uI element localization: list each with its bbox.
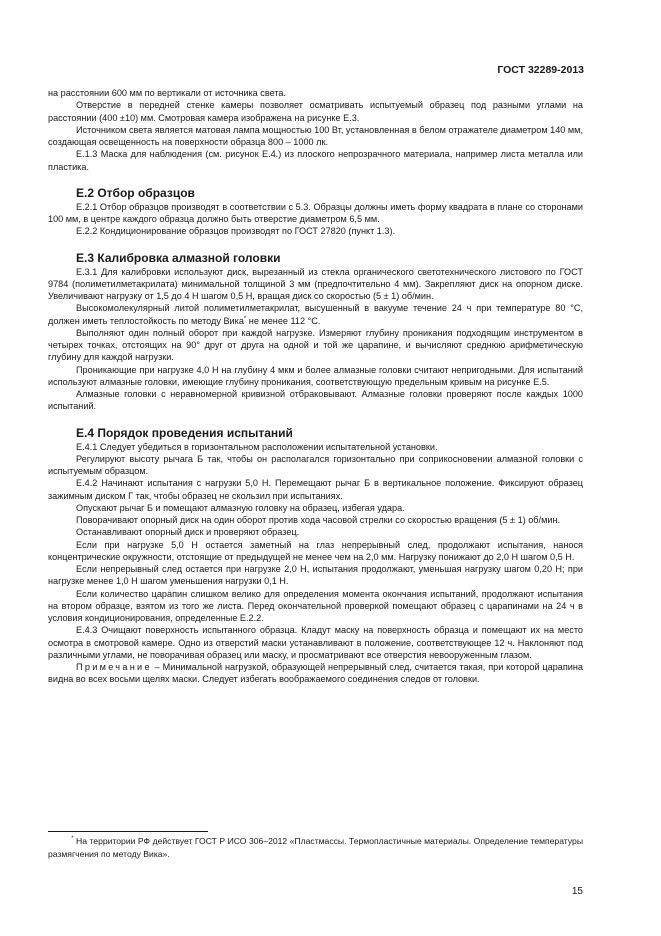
paragraph: Е.4.3 Очищают поверхность испытанного образца. Кладут маску на поверхность образца и помещают их на место осмотра в смотровой камере. Одно из отверстий маски устанавливают в положение, соответствующее 12 ч. Наклоняют под различными углами, не поворачивая образец или маску, и просматривают все отверстия невооруженным глазом. (48, 625, 583, 660)
paragraph: Е.2.1 Отбор образцов производят в соответствии с 5.3. Образцы должны иметь форму квадрата в плане со сторонами 100 мм, в центре каждого образца должно быть отверстие диаметром 6,5 мм. (48, 201, 583, 224)
footnote-mark: * (71, 836, 74, 842)
footnote-reference: * (243, 315, 247, 322)
footnote (48, 835, 583, 860)
footnote-text: На территории РФ действует ГОСТ Р ИСО 306–2012 «Пластмассы. Термопластичные материалы. Определение температуры размягчения по методу Вика». (48, 836, 583, 859)
paragraph: Останавливают опорный диск и проверяют образец. (76, 527, 300, 538)
paragraph: Опускают рычаг Б и помещают алмазную головку на образец, избегая удара. (76, 502, 405, 513)
paragraph: Проникающие при нагрузке 4,0 Н на глубину 4 мкм и более алмазные головки считают непригодными. Для испытаний используют алмазные головки, имеющие глубину проникания, соответствующую предельным кривым на рисунке Е.5. (48, 364, 583, 387)
note-label: Примечание (76, 662, 152, 672)
section-heading-e4: Е.4 Порядок проведения испытаний (76, 425, 293, 440)
footnote-divider (48, 831, 208, 832)
paragraph: Поворачивают опорный диск на один оборот против хода часовой стрелки со скоростью вращения (5 ± 1) об/мин. (76, 515, 561, 525)
paragraph-text: не менее 112 °С. (246, 315, 321, 326)
paragraph-text: Высокомолекулярный литой полиметилметакрилат, высушенный в вакууме течение 24 ч при температуре 80 °С, должен иметь теплостойкость по методу Вика (48, 303, 583, 326)
paragraph: на расстоянии 600 мм по вертикали от источника света. (48, 88, 287, 98)
paragraph: Е.2.2 Кондиционирование образцов производят по ГОСТ 27820 (пункт 1.3). (76, 226, 396, 237)
paragraph: Алмазные головки с неравномерной кривизной отбраковывают. Алмазные головки проверяют после каждых 1000 испытаний. (48, 389, 583, 412)
note (48, 661, 583, 686)
paragraph: Е.4.1 Следует убедиться в горизонтальном расположении испытательной установки. (76, 441, 438, 452)
paragraph: Если непрерывный след остается при нагрузке 2,0 Н, испытания продолжают, уменьшая нагрузку шагом 0,20 Н; при нагрузке менее 1,0 Н шагом уменьшения нагрузки 0,1 Н. (48, 564, 583, 587)
paragraph (48, 302, 583, 327)
paragraph: Е.4.2 Начинают испытания с нагрузки 5,0 Н. Перемещают рычаг Б в вертикальное положение. Фиксируют образец зажимным диском Г так, чтобы образец не скользил при испытаниях. (48, 478, 583, 501)
paragraph: Источником света является матовая лампа мощностью 100 Вт, установленная в белом отражателе диаметром 140 мм, создающая освещенность на поверхности образца 800 – 1000 лк. (48, 124, 583, 147)
note-text: – Минимальной нагрузкой, образующей непрерывный след, считается такая, при которой царапина видна во всех восьми щелях маски. Следует избегать воображаемого соединения следов от головки. (48, 662, 583, 685)
paragraph: Если при нагрузке 5,0 Н остается заметный на глаз непрерывный след, продолжают испытания, нанося концентрические окружности, отстоящие от предыдущей не менее чем на 2,0 мм. Нагрузку понижают до 2,0 Н шагом 0,5 Н. (48, 539, 583, 562)
section-heading-e3: Е.3 Калибровка алмазной головки (76, 250, 281, 265)
paragraph: Отверстие в передней стенке камеры позволяет осматривать испытуемый образец под разными углами на расстоянии (400 ±10) мм. Смотровая камера изображена на рисунке Е.3. (48, 100, 583, 123)
document-code: ГОСТ 32289-2013 (497, 64, 584, 76)
paragraph: Е.1.3 Маска для наблюдения (см. рисунок Е.4.) из плоского непрозрачного материала, например листа металла или пластика. (48, 149, 583, 172)
page-number: 15 (571, 886, 583, 897)
paragraph: Выполняют один полный оборот при каждой нагрузке. Измеряют глубину проникания подходящим инструментом в четырех точках, отстоящих на 90° друг от друга на одной и той же царапине, и вычисляют среднюю арифметическую глубину для каждой нагрузки. (48, 327, 583, 363)
paragraph: Если количество царапин слишком велико для определения момента окончания испытаний, продолжают испытания на втором образце, взятом из того же листа. Перед окончательной проверкой помещают образец с царапинами на 24 ч в условия кондиционирования, определенные Е.2.2. (48, 588, 583, 623)
paragraph: Регулируют высоту рычага Б так, чтобы он располагался горизонтально при соприкосновении алмазной головки с испытуемым образцом. (48, 453, 583, 476)
main-text (48, 87, 583, 686)
section-heading-e2: Е.2 Отбор образцов (76, 185, 195, 200)
footnote-mark-wrap (48, 835, 76, 848)
paragraph: Е.3.1 Для калибровки используют диск, вырезанный из стекла органического светотехнического листового по ГОСТ 9784 (полиметилметакрилата) минимальной толщиной 3 мм (предпочтительно 4 мм). Закрепляют диск на опорном диске. Увеличивают нагрузку от 1,5 до 4 Н шагом 0,5 Н, вращая диск со скоростью (5 ± 1) об/мин. (48, 266, 583, 301)
